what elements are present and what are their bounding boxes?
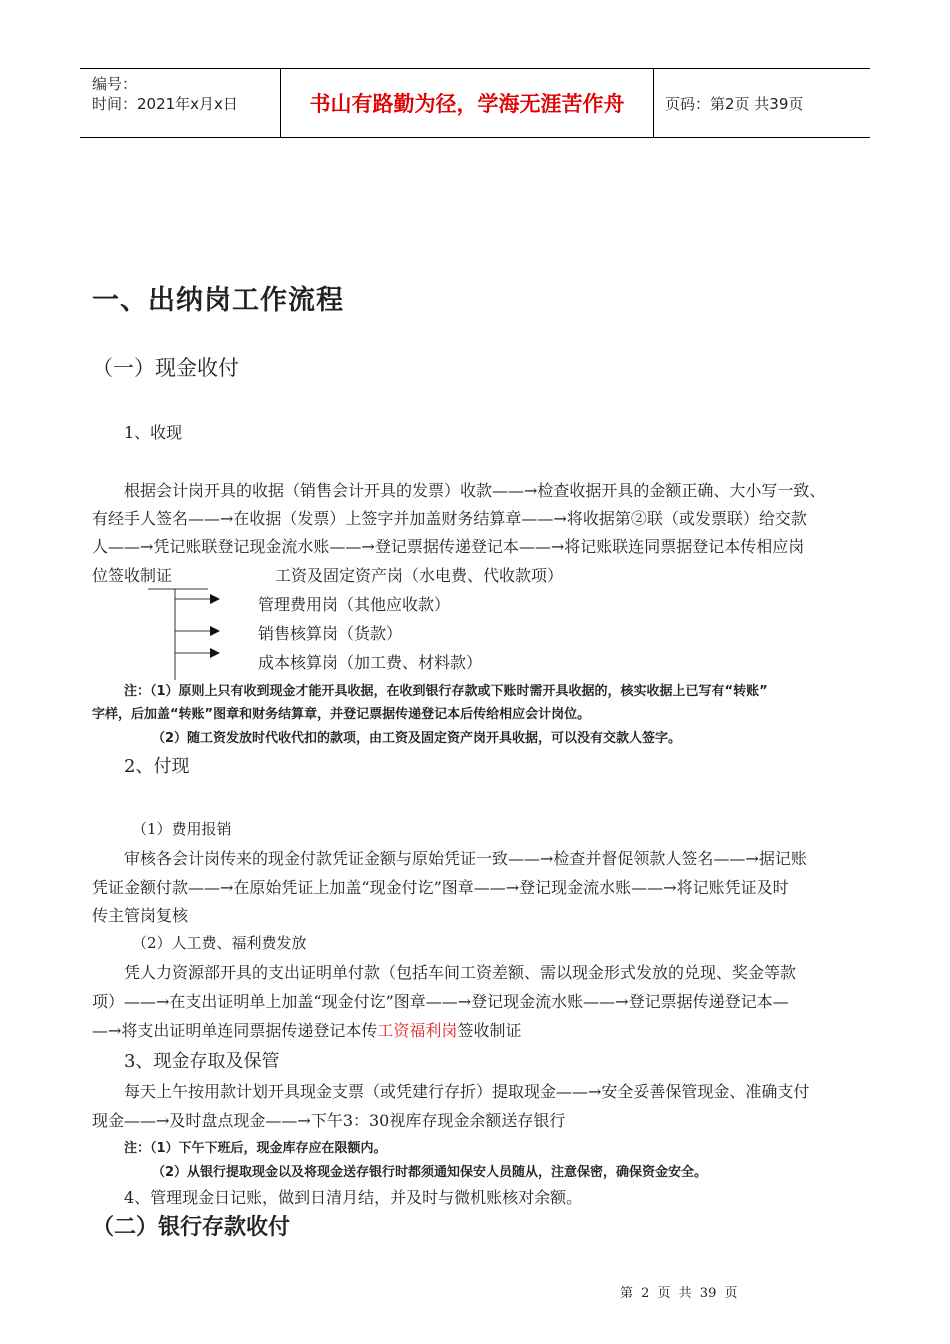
sub1-note: 注：（1）原则上只有收到现金才能开具收据，在收到银行存款或下账时需开具收据的，核实收据上已写有“转账”: [124, 684, 768, 699]
section2-heading: （二）银行存款收付: [92, 1215, 291, 1240]
sub2-heading: 2、付现: [124, 756, 190, 777]
item1-heading: （1）费用报销: [132, 820, 232, 838]
item1-line: 凭证金额付款——→在原始凭证上加盖“现金付讫”图章——→登记现金流水账——→将记账凭证及时: [92, 878, 789, 897]
document-header: [80, 68, 870, 138]
sub1-note: 字样，后加盖“转账”图章和财务结算章，并登记票据传递登记本后传给相应会计岗位。: [92, 707, 591, 722]
arrow-icon: [210, 594, 220, 604]
header-motto: 书山有路勤为径，学海无涯苦作舟: [281, 69, 654, 137]
item1-line: 传主管岗复核: [92, 906, 189, 925]
sub3-note: 注：（1）下午下班后，现金库存应在限额内。: [124, 1141, 387, 1156]
item2-tail-text: 签收制证: [457, 1021, 522, 1040]
branch-tree-diagram: [148, 585, 238, 680]
header-page-info: 页码：第2页 共39页: [665, 95, 804, 113]
page-title: 一、出纳岗工作流程: [92, 285, 344, 316]
sub1-line: 根据会计岗开具的收据（销售会计开具的发票）收款——→检查收据开具的金额正确、大小写一致、: [124, 481, 826, 500]
sub1-line: 位签收制证: [92, 566, 173, 585]
sub3-line: 现金——→及时盘点现金——→下午3：30视库存现金余额送存银行: [92, 1111, 566, 1130]
item2-line: 凭人力资源部开具的支出证明单付款（包括车间工资差额、需以现金形式发放的兑现、奖金等款: [124, 963, 797, 982]
sub3-note: （2）从银行提取现金以及将现金送存银行时都须通知保安人员随从，注意保密，确保资金安全。: [152, 1165, 708, 1180]
arrow-icon: [210, 648, 220, 658]
branch-item: 管理费用岗（其他应收款）: [258, 595, 451, 614]
header-meta-cell: [80, 69, 281, 137]
sub3-line: 每天上午按用款计划开具现金支票（或凭建行存折）提取现金——→安全妥善保管现金、准确支付: [124, 1082, 810, 1101]
sub1-note: （2）随工资发放时代收代扣的款项，由工资及固定资产岗开具收据，可以没有交款人签字。: [152, 731, 682, 746]
branch-item: 工资及固定资产岗（水电费、代收款项）: [275, 566, 564, 585]
page-footer: 第 2 页 共 39 页: [620, 1286, 738, 1301]
sub1-line: 有经手人签名——→在收据（发票）上签字并加盖财务结算章——→将收据第②联（或发票联）给交款: [92, 509, 807, 528]
arrow-icon: [210, 626, 220, 636]
branch-item: 销售核算岗（货款）: [258, 624, 403, 643]
item2-line-last: [92, 1018, 521, 1041]
number-label: 编号：: [92, 75, 138, 93]
sub3-heading: 3、现金存取及保管: [124, 1051, 280, 1072]
sub1-line: 人——→凭记账联登记现金流水账——→登记票据传递登记本——→将记账联连同票据登记本传相应岗: [92, 537, 805, 556]
section1-heading: （一）现金收付: [92, 356, 239, 380]
item2-red-text: 工资福利岗: [377, 1021, 458, 1040]
item2-line-text: —→将支出证明单连同票据传递登记本传: [92, 1021, 378, 1040]
item2-heading: （2）人工费、福利费发放: [132, 934, 307, 952]
date-label: 时间：2021年x月x日: [92, 95, 238, 113]
sub1-heading: 1、收现: [124, 423, 183, 442]
branch-item: 成本核算岗（加工费、材料款）: [258, 653, 483, 672]
sub4-heading: 4、管理现金日记账，做到日清月结，并及时与微机账核对余额。: [124, 1188, 583, 1207]
item1-line: 审核各会计岗传来的现金付款凭证金额与原始凭证一致——→检查并督促领款人签名——→据记账: [124, 849, 807, 868]
item2-line: 项）——→在支出证明单上加盖“现金付讫”图章——→登记现金流水账——→登记票据传递登记本—: [92, 992, 789, 1011]
